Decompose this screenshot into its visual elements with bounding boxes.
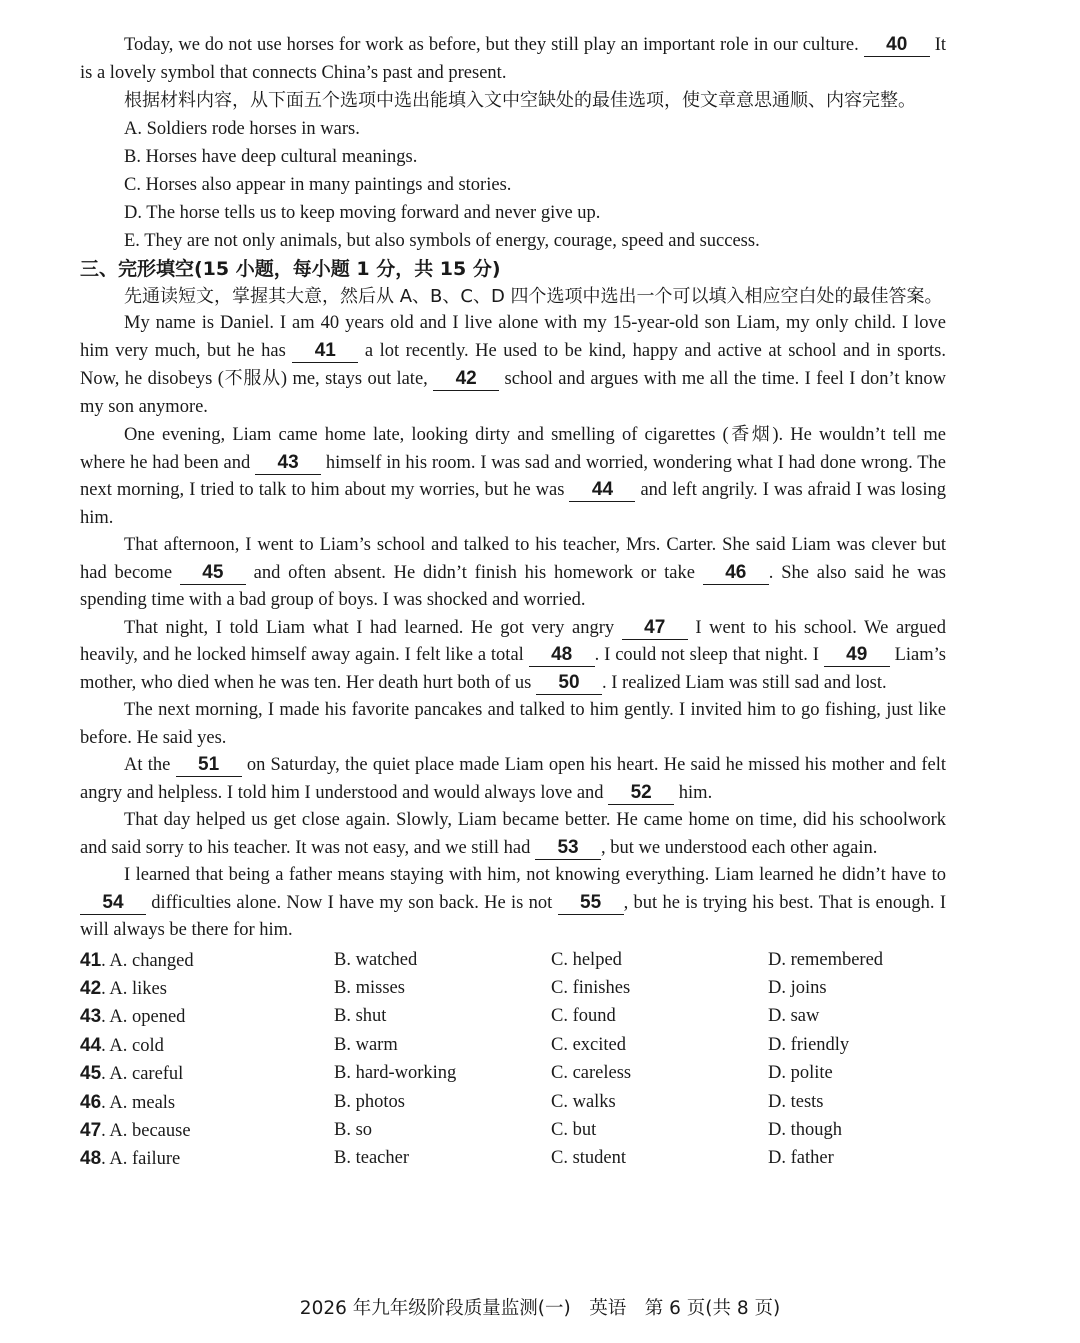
prev-passage-ending: Today, we do not use horses for work as before, but they still play an important role in our culture. 40 It is a lovely symbol that connects China’s past and present. <box>80 34 946 83</box>
blank-54: 54 <box>80 892 146 915</box>
section-title: 三、完形填空(15 小题，每小题 1 分，共 15 分) <box>80 257 501 280</box>
blank-55: 55 <box>558 892 624 915</box>
blank-51: 51 <box>176 754 242 777</box>
blank-48: 48 <box>529 644 595 667</box>
question-row: 45. A. careful B. hard-working C. careless D. polite <box>80 1063 833 1085</box>
option-d: D. The horse tells us to keep moving forward and never give up. <box>124 202 601 223</box>
question-row: 42. A. likes B. misses C. finishes D. joins <box>80 977 827 999</box>
paragraph-3: That afternoon, I went to Liam’s school and talked to his teacher, Mrs. Carter. She said Liam was clever but had become 45 and often absent. He didn’t finish his homework or take 46 . She also said he was spending time with a bad group of boys. I was shocked and worried. <box>80 535 946 610</box>
question-row: 43. A. opened B. shut C. found D. saw <box>80 1006 820 1028</box>
blank-43: 43 <box>255 452 321 475</box>
blank-47: 47 <box>622 617 688 640</box>
exam-page <box>80 32 946 1174</box>
option-c: C. Horses also appear in many paintings and stories. <box>124 174 512 195</box>
blank-45: 45 <box>180 562 246 585</box>
blank-46: 46 <box>703 562 769 585</box>
blank-49: 49 <box>824 644 890 667</box>
blank-50: 50 <box>536 672 602 695</box>
blank-52: 52 <box>608 782 674 805</box>
paragraph-8: I learned that being a father means staying with him, not knowing everything. Liam learned he didn’t have to 54 difficulties alone. Now I have my son back. He is not 55 , but he is trying his best. That is enough. I will always be there for him. <box>80 865 946 940</box>
page-footer: 2026 年九年级阶段质量监测(一) 英语 第 6 页(共 8 页) <box>299 1298 781 1319</box>
option-b: B. Horses have deep cultural meanings. <box>124 146 418 167</box>
paragraph-2: One evening, Liam came home late, looking dirty and smelling of cigarettes (香烟). He wouldn’t tell me where he had been and 43 himself in his room. I was sad and worried, wondering what I had done wrong. The next morning, I tried to talk to him about my worries, but he was 44 and left angrily. I was afraid I was losing him. <box>80 424 946 528</box>
option-e: E. They are not only animals, but also symbols of energy, courage, speed and success. <box>124 230 760 251</box>
blank-40: 40 <box>864 34 930 57</box>
section-instruction: 先通读短文，掌握其大意，然后从 A、B、C、D 四个选项中选出一个可以填入相应空白处的最佳答案。 <box>124 285 943 307</box>
paragraph-7: That day helped us get close again. Slowly, Liam became better. He came home on time, did his schoolwork and said sorry to his teacher. It was not easy, and we still had 53 , but we understood each other again. <box>80 810 946 858</box>
question-options <box>80 947 946 1174</box>
question-row: 47. A. because B. so C. but D. though <box>80 1119 842 1141</box>
blank-42: 42 <box>433 368 499 391</box>
blank-53: 53 <box>535 837 601 860</box>
options-instruction: 根据材料内容，从下面五个选项中选出能填入文中空缺处的最佳选项，使文章意思通顺、内容完整。 <box>124 90 916 111</box>
question-row: 41. A. changed B. watched C. helped D. remembered <box>80 949 884 971</box>
paragraph-5: The next morning, I made his favorite pancakes and talked to him gently. I invited him to go fishing, just like before. He said yes. <box>80 700 946 748</box>
blank-44: 44 <box>569 479 635 502</box>
paragraph-6: At the 51 on Saturday, the quiet place made Liam open his heart. He said he missed his mother and felt angry and helpless. I told him I understood and would always love and 52 him. <box>80 754 946 803</box>
blank-41: 41 <box>292 340 358 363</box>
paragraph-4: That night, I told Liam what I had learned. He got very angry 47 I went to his school. We argued heavily, and he locked himself away again. I felt like a total 48 . I could not sleep that night. I 49 Liam’s mother, who died when he was ten. Her death hurt both of us 50 . I realized Liam was still sad and lost. <box>80 616 946 693</box>
question-row: 44. A. cold B. warm C. excited D. friendly <box>80 1034 850 1056</box>
question-row: 48. A. failure B. teacher C. student D. father <box>80 1148 834 1170</box>
option-a: A. Soldiers rode horses in wars. <box>124 118 360 139</box>
paragraph-1: My name is Daniel. I am 40 years old and I live alone with my 15-year-old son Liam, my only child. I love him very much, but he has 41 a lot recently. He used to be kind, happy and active at school and in sports. Now, he disobeys (不服从) me, stays out late, 42 school and argues with me all the time. I feel I don’t know my son anymore. <box>80 313 947 417</box>
question-row: 46. A. meals B. photos C. walks D. tests <box>80 1091 824 1113</box>
